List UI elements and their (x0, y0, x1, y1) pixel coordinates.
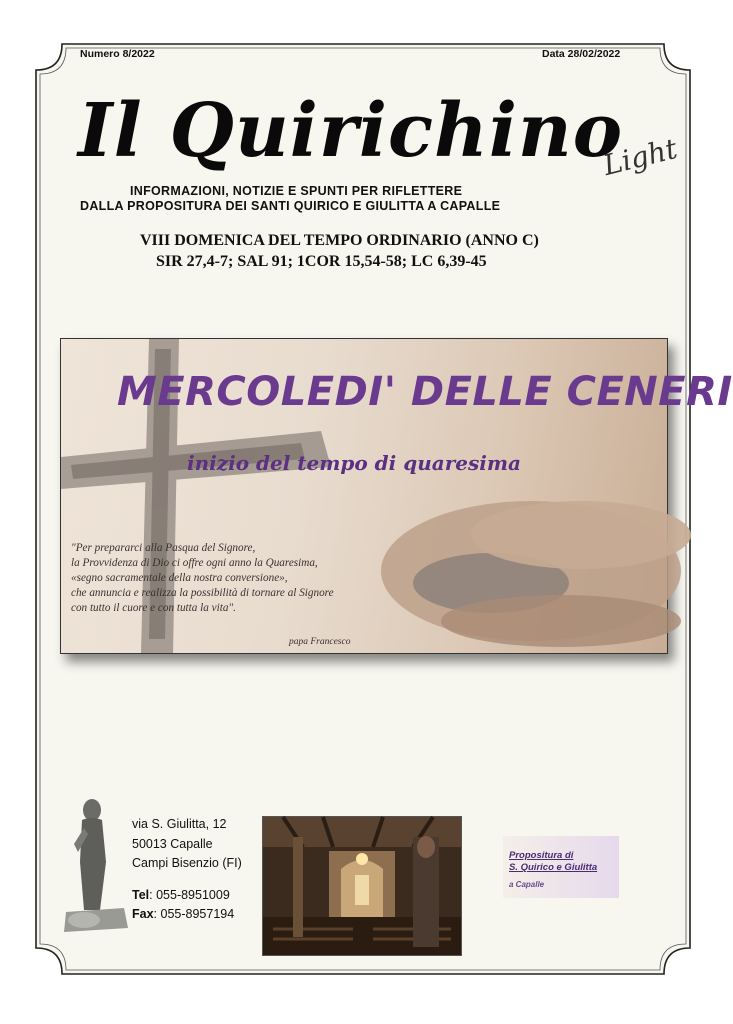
fax-number: : 055-8957194 (153, 907, 235, 921)
ash-wednesday-banner (60, 338, 733, 654)
saint-statue-image (62, 792, 132, 942)
fax-label: Fax (132, 907, 154, 921)
quote-line: la Provvidenza di Dio ci offre ogni anno la Quaresima, (71, 557, 318, 569)
liturgy-sunday: VIII DOMENICA DEL TEMPO ORDINARIO (ANNO C) (140, 232, 539, 249)
issue-date: Data 28/02/2022 (542, 48, 621, 60)
banner-title: MERCOLEDI' DELLE CENERI (117, 369, 733, 415)
fax-row (132, 905, 242, 925)
issue-number: Numero 8/2022 (80, 48, 155, 60)
banner-quote (71, 541, 411, 616)
address-town: Campi Bisenzio (FI) (132, 856, 242, 870)
address-city: 50013 Capalle (132, 836, 213, 851)
logo-line3: a Capalle (509, 880, 545, 889)
address-block (132, 815, 242, 925)
tagline-line2: DALLA PROPOSITURA DEI SANTI QUIRICO E GIULITTA A CAPALLE (80, 199, 501, 213)
tagline-line1: INFORMAZIONI, NOTIZIE E SPUNTI PER RIFLETTERE (130, 184, 463, 198)
phone-number[interactable]: : 055-8951009 (149, 887, 230, 902)
liturgy-readings: SIR 27,4-7; SAL 91; 1COR 15,54-58; LC 6,39-45 (156, 253, 487, 270)
logo-line2: S. Quirico e Giulitta (509, 862, 598, 873)
quote-line: che annuncia e realizza la possibilità di tornare al Signore (71, 587, 334, 599)
masthead-title: Il Quirichino (78, 88, 624, 174)
masthead-edition: Light (600, 131, 681, 183)
quote-line: "Per prepararci alla Pasqua del Signore, (71, 542, 256, 554)
hands-with-ashes-illustration (381, 501, 691, 647)
propositura-logo (503, 836, 619, 898)
church-interior-photo (262, 816, 462, 956)
quote-line: con tutto il cuore e con tutta la vita". (71, 602, 236, 614)
quote-line: «segno sacramentale della nostra conversione», (71, 572, 288, 584)
logo-line1: Propositura di (509, 850, 574, 861)
phone-label: Tel (132, 887, 150, 902)
quote-signature: papa Francesco (289, 637, 351, 647)
banner-subtitle: inizio del tempo di quaresima (187, 451, 521, 475)
phone-row (132, 886, 242, 906)
address-street: via S. Giulitta, 12 (132, 817, 227, 831)
